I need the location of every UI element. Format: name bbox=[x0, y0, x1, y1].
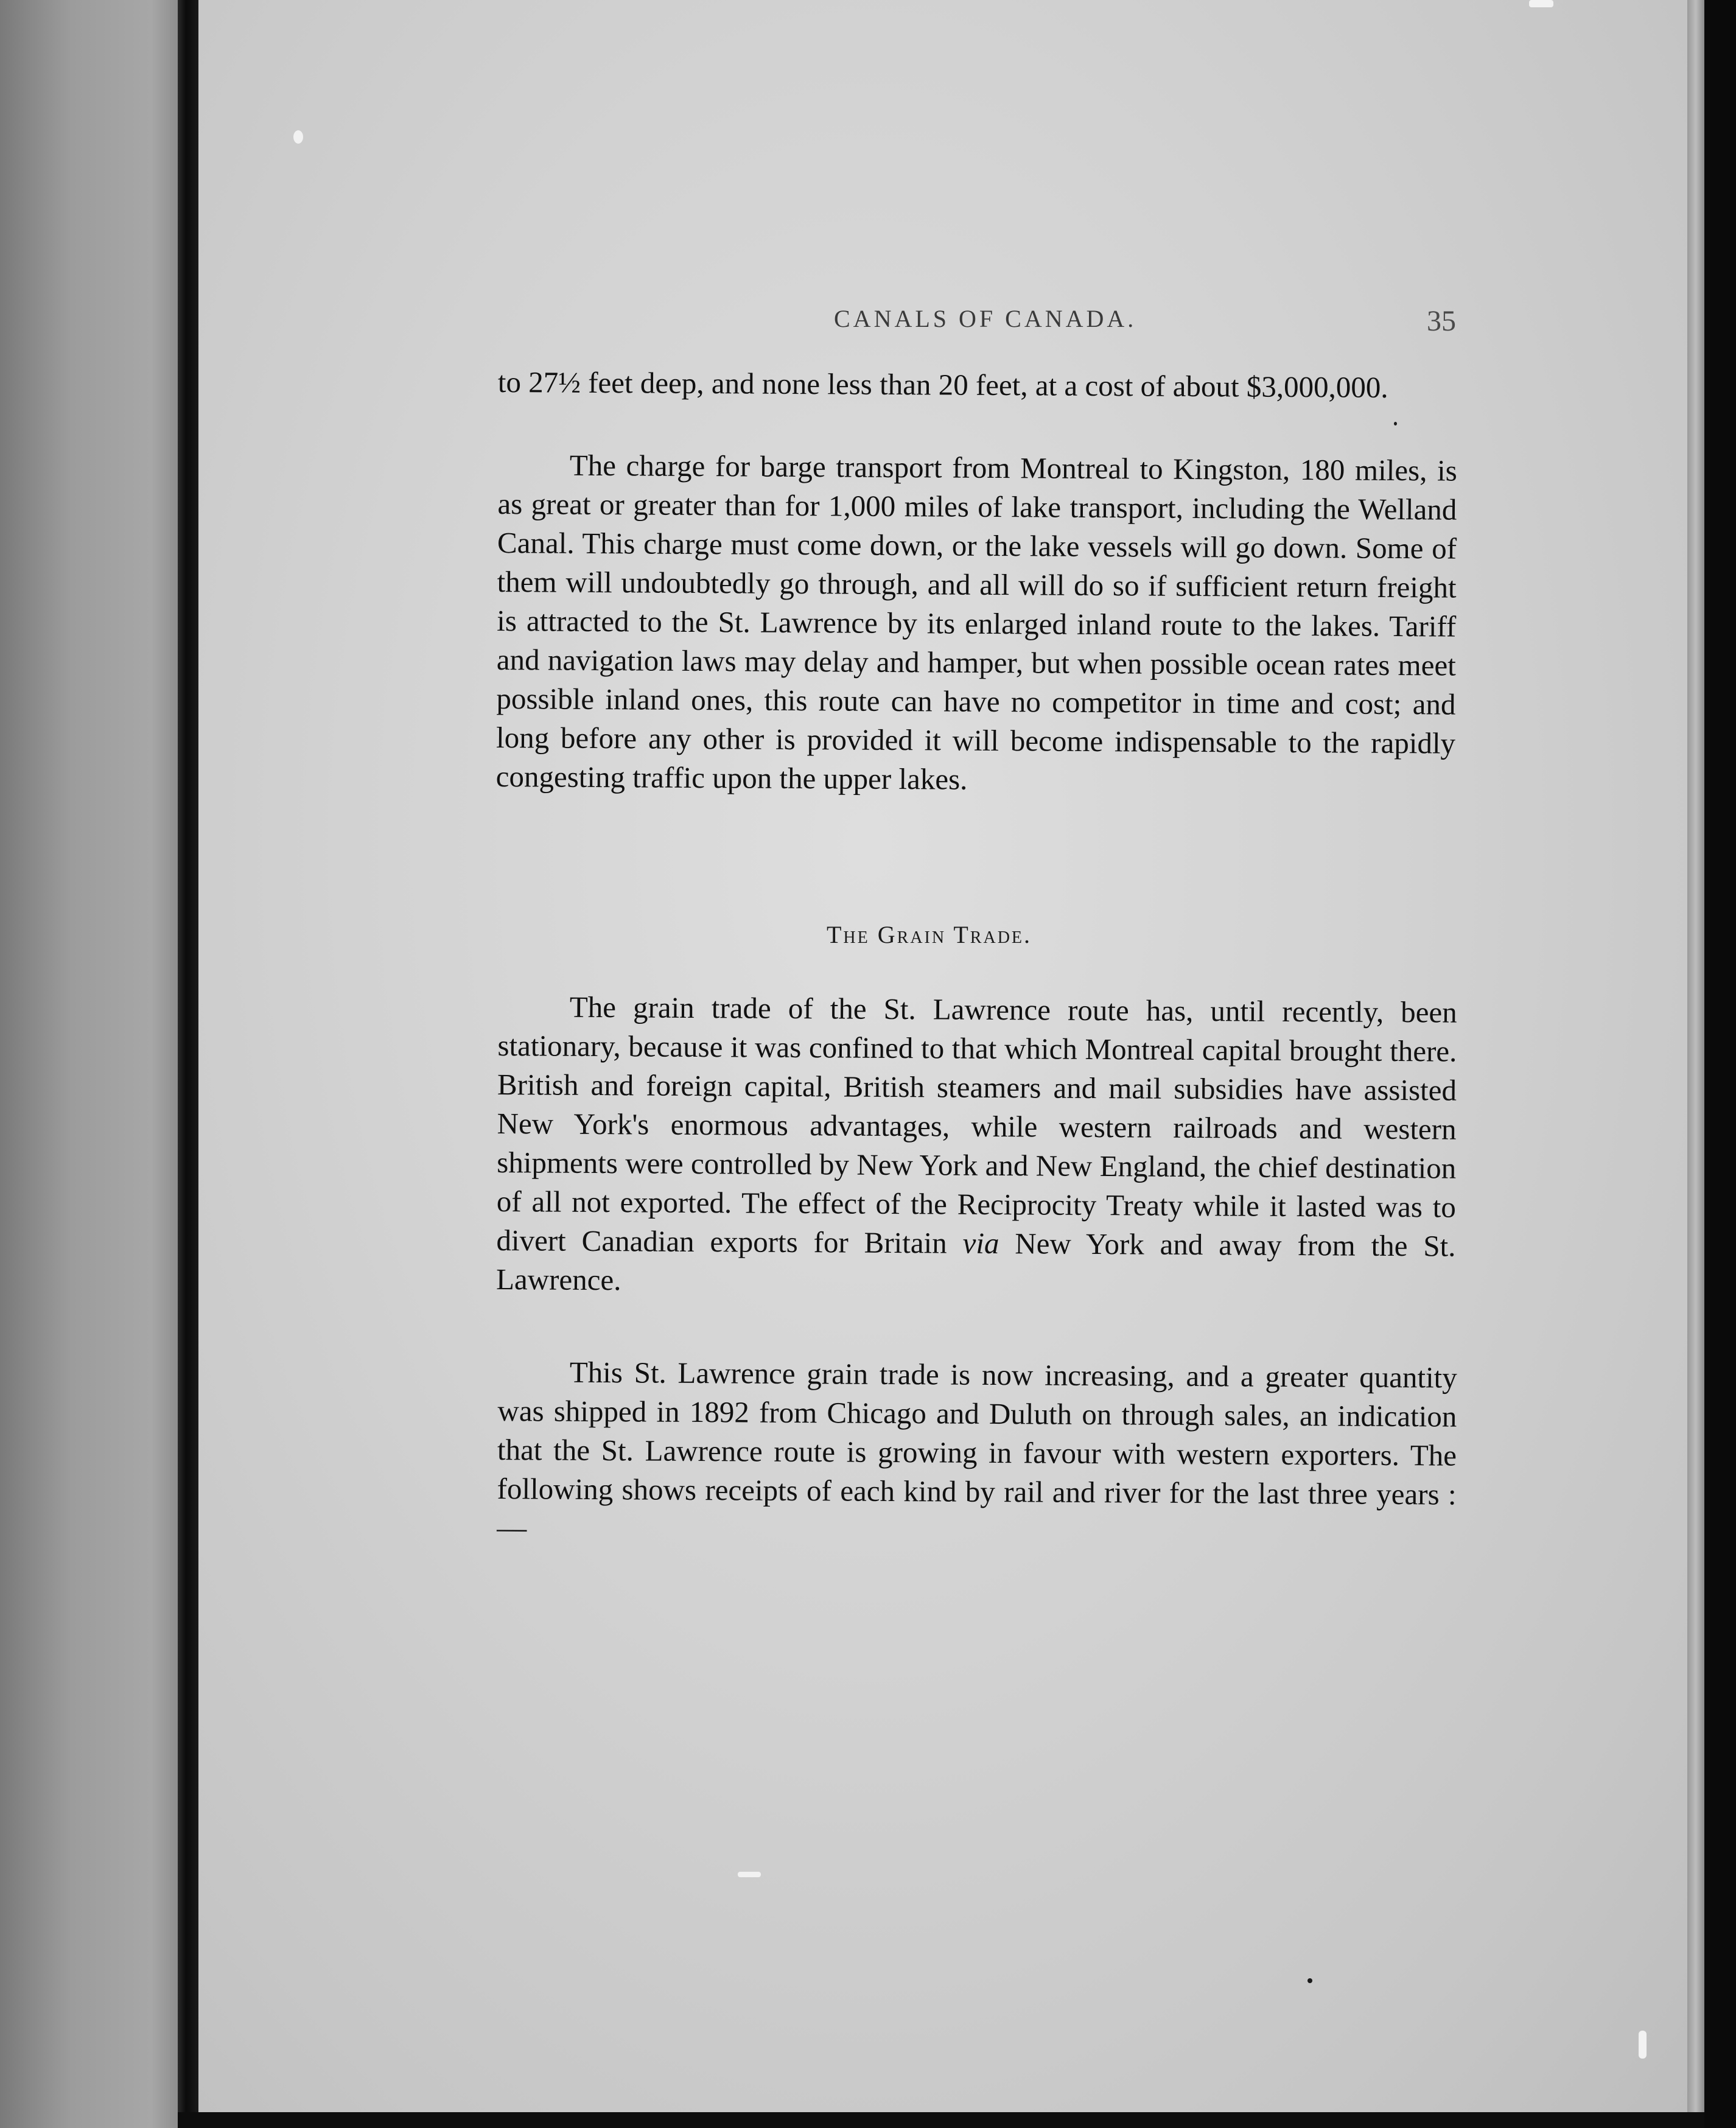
dust-speck bbox=[1639, 2031, 1647, 2059]
paragraph: This St. Lawrence grain trade is now increasing, and a greater quantity was shipped in 1892 from Chicago and Duluth on through sales, an indication that the St. Lawrence route is growing in favour with western exporters. The following shows receipts of each kind by rail and river for the last three years :— bbox=[497, 1355, 1457, 1545]
page-number: 35 bbox=[1427, 305, 1456, 337]
dust-speck bbox=[1394, 422, 1397, 425]
dust-speck bbox=[738, 1872, 761, 1877]
running-header: CANALS OF CANADA. bbox=[834, 305, 1137, 332]
body-text-block bbox=[498, 363, 1457, 408]
page-edge bbox=[1687, 0, 1704, 2128]
paragraph: The charge for barge transport from Montreal to Kingston, 180 miles, is as great or greater than for 1,000 miles of lake transport, including the Welland Canal. This charge must come down, or the lake vessels will go down. Some of them will undoubtedly go through, and all will do so if sufficient return freight is attracted to the St. Lawrence by its enlarged inland route to the lakes. Tariff and navigation laws may delay and hamper, but when possible ocean rates meet possible inland ones, this route can have no competitor in time and cost; and long before any other is provided it will become indispensable to the rapidly congesting traffic upon the upper lakes. bbox=[495, 448, 1457, 796]
paragraph: to 27½ feet deep, and none less than 20 feet, at a cost of about $3,000,000. bbox=[497, 365, 1388, 404]
bottom-border bbox=[178, 2112, 1704, 2128]
body-text-block bbox=[495, 446, 1457, 802]
dust-speck bbox=[1529, 0, 1553, 7]
body-text-block bbox=[497, 1353, 1457, 1553]
paragraph-text: The grain trade of the St. Lawrence route has, until recently, been stationary, because it was confined to that which Montreal capital brought there. British and foreign capital, British steamers and mail subsidies have assisted New York's enormous advantages, while western railroads and western shipments were controlled by New York and New England, the chief destination of all not exported. The effect of the Reciprocity Treaty while it lasted was to divert Canadian exports for Britain bbox=[496, 990, 1457, 1260]
paragraph bbox=[496, 987, 1457, 1305]
dust-speck bbox=[1307, 1978, 1312, 1983]
section-heading: The Grain Trade. bbox=[827, 921, 1032, 948]
italic-text: via bbox=[962, 1226, 999, 1261]
paragraph-text: New York and away from the St. Lawrence. bbox=[495, 1227, 1456, 1297]
book-gutter bbox=[178, 0, 198, 2128]
facing-page bbox=[0, 0, 178, 2128]
right-border bbox=[1704, 0, 1736, 2128]
dust-speck bbox=[293, 130, 303, 144]
body-text-block bbox=[496, 987, 1457, 1305]
